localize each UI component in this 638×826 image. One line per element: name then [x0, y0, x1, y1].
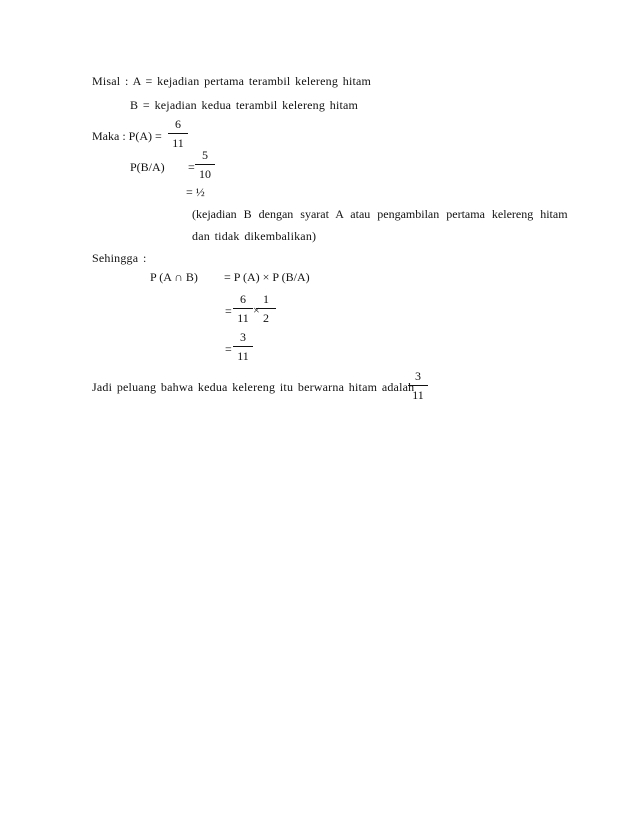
fraction-result [231, 330, 255, 364]
fraction-pa-numerator: 6 [175, 117, 181, 131]
intersection-lhs: P (A ∩ B) [150, 270, 198, 284]
fraction-pba-denominator: 10 [199, 167, 211, 181]
conclusion-text: Jadi peluang bahwa kedua kelereng itu berwarna hitam adalah [92, 380, 415, 394]
fraction-pba-bar [195, 164, 215, 165]
fraction-result-numerator: 3 [240, 330, 246, 344]
fraction-pa-bar [168, 133, 188, 134]
fraction-one-half-denominator: 2 [263, 311, 269, 325]
fraction-pa-denominator: 11 [172, 136, 184, 150]
pba-label: P(B/A) [130, 160, 165, 174]
fraction-one-half-bar [256, 308, 276, 309]
sehingga-label: Sehingga : [92, 251, 147, 265]
pba-half: = ½ [186, 185, 205, 199]
fraction-six-eleven-bar [233, 308, 253, 309]
pba-equals: = [188, 160, 195, 174]
intersection-rhs: = P (A) × P (B/A) [224, 270, 310, 284]
step2-equals: = [225, 342, 232, 356]
fraction-one-half-numerator: 1 [263, 292, 269, 306]
fraction-result-denominator: 11 [237, 349, 249, 363]
fraction-six-eleven [231, 292, 255, 326]
maka-label: Maka : P(A) = [92, 129, 162, 143]
fraction-pa [166, 117, 190, 151]
fraction-pba-numerator: 5 [202, 148, 208, 162]
fraction-pba [193, 148, 217, 182]
fraction-conclusion [406, 369, 430, 403]
times-sign: × [253, 303, 260, 317]
fraction-one-half [254, 292, 278, 326]
note-line-1: (kejadian B dengan syarat A atau pengambilan pertama kelereng hitam [192, 207, 568, 221]
fraction-conclusion-denominator: 11 [412, 388, 424, 402]
fraction-result-bar [233, 346, 253, 347]
fraction-six-eleven-denominator: 11 [237, 311, 249, 325]
misal-line-1: Misal : A = kejadian pertama terambil kelereng hitam [92, 74, 372, 88]
fraction-six-eleven-numerator: 6 [240, 292, 246, 306]
fraction-conclusion-numerator: 3 [415, 369, 421, 383]
fraction-conclusion-bar [408, 385, 428, 386]
note-line-2: dan tidak dikembalikan) [192, 229, 317, 243]
misal-line-2: B = kejadian kedua terambil kelereng hitam [130, 98, 359, 112]
step1-equals: = [225, 304, 232, 318]
